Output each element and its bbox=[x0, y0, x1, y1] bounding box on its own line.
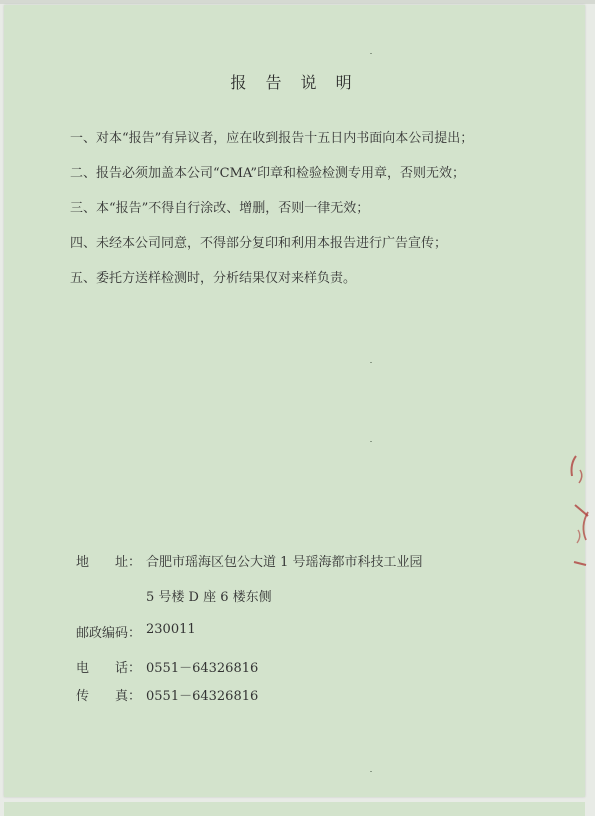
notice-item-5: 五、委托方送样检测时，分析结果仅对来样负责。 bbox=[70, 271, 357, 286]
postcode-value: 230011 bbox=[146, 622, 196, 637]
paper-speck bbox=[370, 53, 372, 54]
notice-item-1: 一、对本“报告”有异议者，应在收到报告十五日内书面向本公司提出； bbox=[70, 131, 474, 146]
address-label: 地 址： bbox=[76, 555, 142, 570]
paper-speck bbox=[370, 441, 372, 442]
notice-item-2: 二、报告必须加盖本公司“CMA”印章和检验检测专用章，否则无效； bbox=[70, 166, 466, 181]
document-page bbox=[4, 5, 585, 797]
page-top-edge bbox=[0, 0, 595, 4]
next-page-edge bbox=[4, 802, 585, 816]
address-line-2: 5 号楼 D 座 6 楼东侧 bbox=[146, 590, 272, 605]
postcode-label: 邮政编码： bbox=[76, 626, 142, 641]
phone-value: 0551－64326816 bbox=[146, 661, 259, 676]
notice-item-4: 四、未经本公司同意，不得部分复印和利用本报告进行广告宣传； bbox=[70, 236, 448, 251]
notice-item-3: 三、本“报告”不得自行涂改、增删，否则一律无效； bbox=[70, 201, 370, 216]
fax-value: 0551－64326816 bbox=[146, 689, 259, 704]
paper-speck bbox=[370, 362, 372, 363]
paper-speck bbox=[370, 771, 372, 772]
page-title: 报 告 说 明 bbox=[230, 73, 359, 92]
seal-stamp-fragment bbox=[566, 450, 595, 570]
address-line-1: 合肥市瑶海区包公大道 1 号瑶海都市科技工业园 bbox=[146, 555, 423, 570]
phone-label: 电 话： bbox=[76, 661, 142, 676]
fax-label: 传 真： bbox=[76, 689, 142, 704]
seal-stamp-graphic bbox=[566, 450, 595, 570]
